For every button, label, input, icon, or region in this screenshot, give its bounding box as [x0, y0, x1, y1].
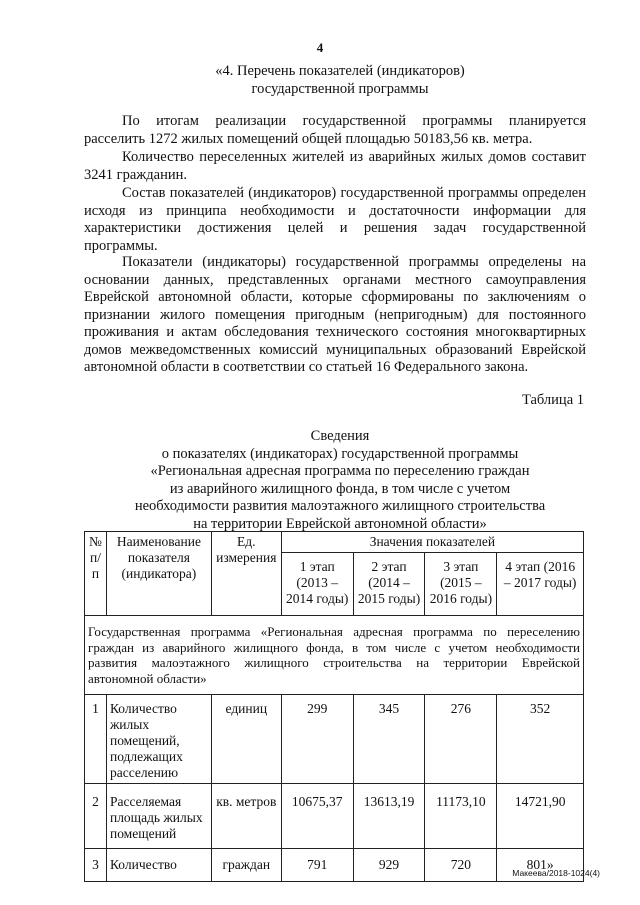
caption-line4: необходимости развития малоэтажного жилищного строительства — [134, 498, 546, 514]
row-3-value-4: 801» — [497, 849, 584, 882]
section-heading — [0, 62, 640, 98]
paragraph-3 — [84, 185, 586, 255]
section-heading-line1: «4. Перечень показателей (индикаторов) — [215, 63, 465, 79]
header-stage-3: 3 этап (2015 – 2016 годы) — [425, 553, 497, 616]
table-row — [85, 849, 584, 882]
row-3-value-2: 929 — [353, 849, 425, 882]
header-unit: Ед. измерения — [211, 532, 281, 616]
paragraph-3-text: Состав показателей (индикаторов) государственной программы определен исходя из принципа необходимости и достаточности информации для характеристики достижения целей и решения задач государственной программы. — [84, 185, 586, 254]
row-1-name: Количество жилых помещений, подлежащих расселению — [106, 695, 211, 784]
row-2-value-4: 14721,90 — [497, 784, 584, 849]
header-stage-1: 1 этап (2013 – 2014 годы) — [281, 553, 353, 616]
row-1-value-4: 352 — [497, 695, 584, 784]
row-3-name: Количество — [106, 849, 211, 882]
row-2-value-2: 13613,19 — [353, 784, 425, 849]
row-1-value-3: 276 — [425, 695, 497, 784]
caption-title: Сведения — [310, 428, 370, 444]
row-3-num: 3 — [85, 849, 107, 882]
table-row — [85, 784, 584, 849]
paragraph-4-text: Показатели (индикаторы) государственной программы определены на основании данных, представленных органами местного самоуправления Еврейской автономной области, которые сформированы по заключениям о признании жилого помещения пригодным (непригодным) для постоянного проживания и актам обследования технического состояния многоквартирных домов межведомственных комиссий муниципальных образований Еврейской автономной области в соответствии со статьей 16 Федерального закона. — [84, 254, 586, 375]
row-2-value-3: 11173,10 — [425, 784, 497, 849]
table-header-row — [85, 532, 584, 553]
header-stage-4: 4 этап (2016 – 2017 годы) — [497, 553, 584, 616]
paragraph-2-text: Количество переселенных жителей из аварийных жилых домов составит 3241 гражданин. — [84, 149, 586, 183]
header-values-group: Значения показателей — [281, 532, 583, 553]
caption-line5: на территории Еврейской автономной области» — [193, 515, 487, 532]
page-number: 4 — [316, 40, 324, 55]
program-row-text: Государственная программа «Региональная адресная программа по переселению граждан из аварийного жилищного фонда, в том числе с учетом необходимости развития малоэтажного жилищного строительства на территории Еврейской автономной области» — [85, 616, 584, 695]
paragraph-1-text: По итогам реализации государственной программы планируется расселить 1272 жилых помещений общей площадью 50183,56 кв. метра. — [84, 113, 586, 147]
paragraph-4 — [84, 254, 586, 377]
paragraph-2 — [84, 149, 586, 184]
caption-line1: о показателях (индикаторах) государственной программы — [161, 445, 519, 462]
document-footer: Макеева/2018-1024(4) — [512, 868, 600, 878]
caption-line2: «Региональная адресная программа по переселению граждан — [150, 463, 530, 479]
program-row — [85, 616, 584, 695]
indicators-table — [84, 531, 584, 882]
table-row — [85, 695, 584, 784]
row-1-value-1: 299 — [281, 695, 353, 784]
row-2-name: Расселяемая площадь жилых помещений — [106, 784, 211, 849]
header-stage-2: 2 этап (2014 – 2015 годы) — [353, 553, 425, 616]
row-3-value-3: 720 — [425, 849, 497, 882]
row-3-unit: граждан — [211, 849, 281, 882]
header-name: Наименование показателя (индикатора) — [106, 532, 211, 616]
table-label: Таблица 1 — [521, 392, 584, 408]
row-1-num: 1 — [85, 695, 107, 784]
caption-line3: из аварийного жилищного фонда, в том числе с учетом — [169, 480, 511, 497]
row-2-value-1: 10675,37 — [281, 784, 353, 849]
row-2-num: 2 — [85, 784, 107, 849]
paragraph-1 — [84, 113, 586, 148]
section-heading-line2: государственной программы — [251, 81, 429, 97]
table-caption — [0, 428, 640, 533]
header-num: № п/п — [85, 532, 107, 616]
row-3-value-1: 791 — [281, 849, 353, 882]
row-1-unit: единиц — [211, 695, 281, 784]
row-2-unit: кв. метров — [211, 784, 281, 849]
row-1-value-2: 345 — [353, 695, 425, 784]
